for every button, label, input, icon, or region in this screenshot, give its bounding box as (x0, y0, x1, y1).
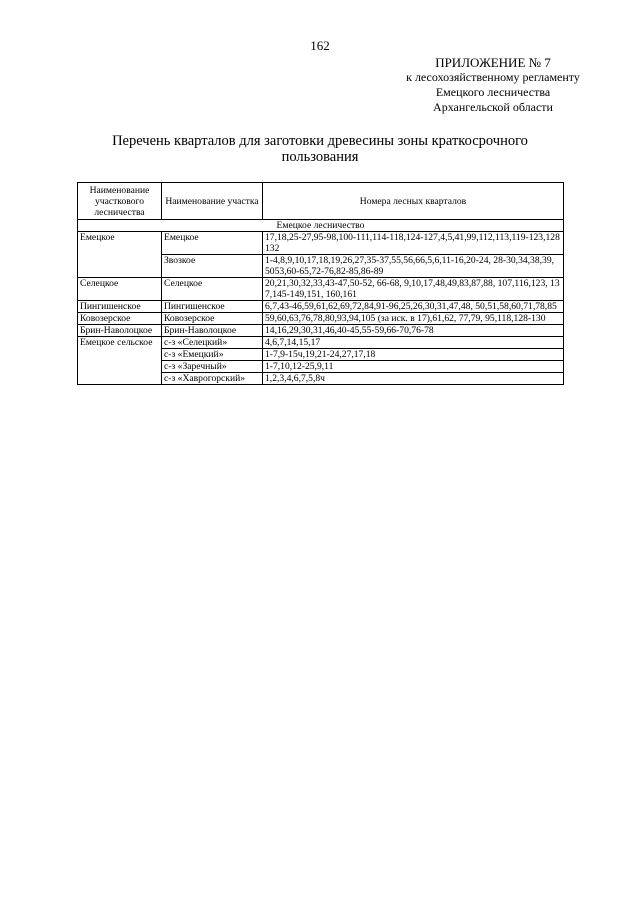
cell-site: с-з «Заречный» (162, 361, 263, 373)
appendix-line: Архангельской области (433, 100, 553, 114)
table-row (78, 337, 564, 349)
cell-quarters: 14,16,29,30,31,46,40-45,55-59,66-70,76-78 (263, 325, 564, 337)
cell-site: Селецкое (162, 278, 263, 301)
cell-quarters: 17,18,25-27,95-98,100-111,114-118,124-127,4,5,41,99,112,113,119-123,128 132 (263, 232, 564, 255)
cell-forestry: Брин-Наволоцкое (78, 325, 162, 337)
header-forestry: Наименование участкового лесничества (78, 183, 162, 220)
section-row (78, 220, 564, 232)
cell-quarters: 4,6,7,14,15,17 (263, 337, 564, 349)
document-title: Перечень кварталов для заготовки древесины зоны краткосрочного пользования (112, 133, 528, 165)
cell-site: Звозкое (162, 255, 263, 278)
cell-quarters: 1-7,10,12-25,9,11 (263, 361, 564, 373)
cell-forestry: Пингишенское (78, 301, 162, 313)
cell-quarters: 1,2,3,4,6,7,5,8ч (263, 373, 564, 385)
cell-site: с-з «Хаврогорский» (162, 373, 263, 385)
appendix-line: Емецкого лесничества (435, 85, 551, 99)
cell-site: с-з «Емецкий» (162, 349, 263, 361)
section-title: Емецкое лесничество (78, 220, 564, 232)
cell-forestry: Селецкое (78, 278, 162, 301)
appendix-block (388, 55, 598, 115)
cell-site: с-з «Селецкий» (162, 337, 263, 349)
cell-quarters: 1-4,8,9,10,17,18,19,26,27,35-37,55,56,66,5,6,11-16,20-24, 28-30,34,38,39, 5053,60-65,72-76,82-85,86-89 (263, 255, 564, 278)
cell-site: Емецкое (162, 232, 263, 255)
table-row (78, 313, 564, 325)
quarters-table (77, 182, 564, 385)
cell-quarters: 59,60,63,76,78,80,93,94,105 (за иск. в 17),61,62, 77,79, 95,118,128-130 (263, 313, 564, 325)
cell-quarters: 20,21,30,32,33,43-47,50-52, 66-68, 9,10,17,48,49,83,87,88, 107,116,123, 137,145-149,151, 160,161 (263, 278, 564, 301)
cell-forestry: Емецкое (78, 232, 162, 278)
table-row (78, 232, 564, 255)
table-row (78, 325, 564, 337)
appendix-title: ПРИЛОЖЕНИЕ № 7 (435, 55, 551, 70)
table-header-row (78, 183, 564, 220)
cell-quarters: 6,7,43-46,59,61,62,69,72,84,91-96,25,26,30,31,47,48, 50,51,58,60,71,78,85 (263, 301, 564, 313)
table-row (78, 301, 564, 313)
appendix-line: к лесохозяйственному регламенту (406, 70, 580, 84)
header-site: Наименование участка (162, 183, 263, 220)
cell-forestry: Емецкое сельское (78, 337, 162, 385)
cell-site: Брин-Наволоцкое (162, 325, 263, 337)
header-quarters: Номера лесных кварталов (263, 183, 564, 220)
cell-site: Пингишенское (162, 301, 263, 313)
cell-site: Ковозерское (162, 313, 263, 325)
cell-forestry: Ковозерское (78, 313, 162, 325)
page-number: 162 (310, 38, 330, 53)
table-row (78, 278, 564, 301)
cell-quarters: 1-7,9-15ч,19,21-24,27,17,18 (263, 349, 564, 361)
